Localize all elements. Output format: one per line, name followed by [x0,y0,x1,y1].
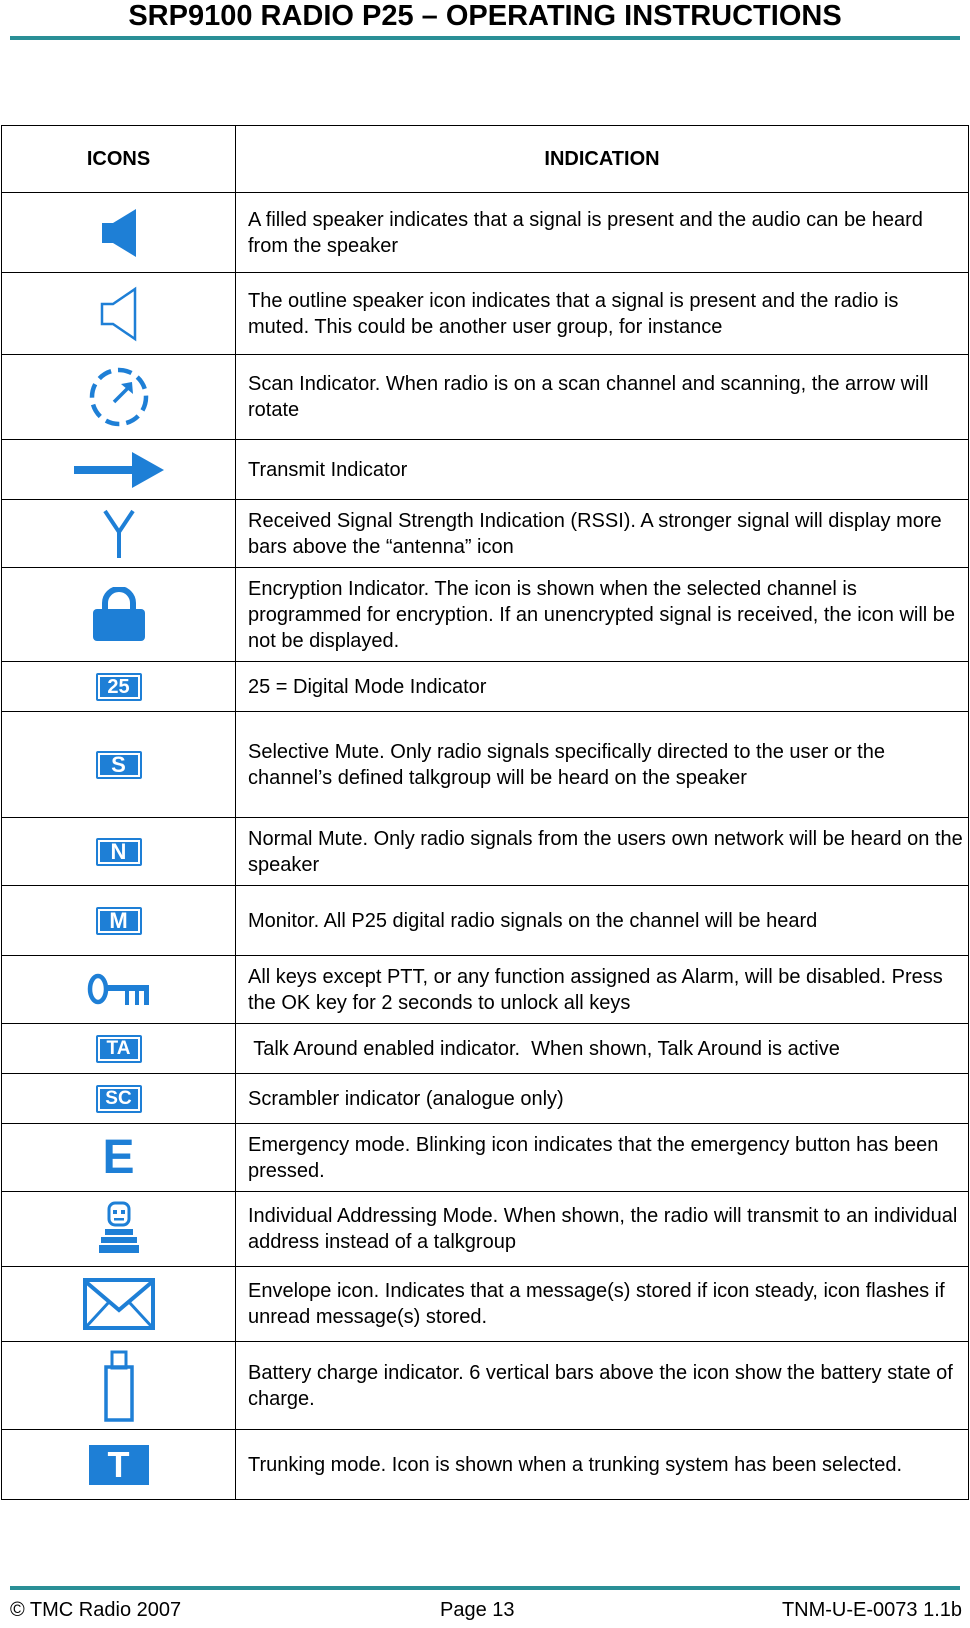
indication-text: All keys except PTT, or any function assigned as Alarm, will be disabled. Press the OK key for 2 seconds to unlock all keys [236,956,969,1024]
individual-address-icon [97,1201,141,1257]
talk-around-icon: TA [96,1035,142,1063]
table-row [2,193,969,273]
indication-text: Scan Indicator. When radio is on a scan channel and scanning, the arrow will rotate [236,355,969,440]
table-row [2,1074,969,1124]
monitor-icon: M [96,907,142,935]
indication-text: Emergency mode. Blinking icon indicates that the emergency button has been pressed. [236,1124,969,1192]
table-row [2,500,969,568]
indication-text: Selective Mute. Only radio signals specifically directed to the user or the channel’s defined talkgroup will be heard on the speaker [236,712,969,818]
indication-text: Talk Around enabled indicator. When shown, Talk Around is active [236,1024,969,1074]
icons-table [1,125,969,1500]
table-row [2,662,969,712]
filled-speaker-icon [99,207,139,259]
indication-text: Normal Mute. Only radio signals from the users own network will be heard on the speaker [236,818,969,886]
envelope-icon [83,1278,155,1330]
scan-icon [88,366,150,428]
key-icon [87,972,151,1008]
table-row [2,440,969,500]
page-title: SRP9100 RADIO P25 – OPERATING INSTRUCTIONS [128,0,842,32]
indication-text: Received Signal Strength Indication (RSSI). A stronger signal will display more bars above the “antenna” icon [236,500,969,568]
trunking-icon: T [89,1445,149,1485]
footer-rule [10,1586,960,1590]
transmit-arrow-icon [74,450,164,490]
selective-mute-icon: S [96,751,142,779]
indication-text: Individual Addressing Mode. When shown, the radio will transmit to an individual address instead of a talkgroup [236,1192,969,1267]
table-row [2,818,969,886]
table-row [2,273,969,355]
footer-page-number: Page 13 [440,1599,515,1621]
indication-text: Scrambler indicator (analogue only) [236,1074,969,1124]
indication-text: The outline speaker icon indicates that a signal is present and the radio is muted. This could be another user group, for instance [236,273,969,355]
antenna-icon [103,508,135,560]
table-row [2,1342,969,1430]
indication-text: Transmit Indicator [236,440,969,500]
digital-mode-25-icon: 25 [96,673,142,701]
footer-document-id: TNM-U-E-0073 1.1b [781,1599,962,1621]
table-row [2,1430,969,1500]
indication-text: Battery charge indicator. 6 vertical bars above the icon show the battery state of charge. [236,1342,969,1430]
normal-mute-icon: N [96,838,142,866]
table-row [2,568,969,662]
table-row [2,355,969,440]
table-row [2,1124,969,1192]
footer-copyright: © TMC Radio 2007 [10,1599,182,1621]
indication-text: A filled speaker indicates that a signal is present and the audio can be heard from the speaker [236,193,969,273]
scrambler-icon: SC [96,1085,142,1113]
emergency-icon: E [102,1130,135,1184]
table-row [2,712,969,818]
table-header-row [2,126,969,193]
icons-column-header: ICONS [2,126,236,193]
table-row [2,886,969,956]
indication-text: Encryption Indicator. The icon is shown when the selected channel is programmed for encryption. If an unencrypted signal is received, the icon will be not be displayed. [236,568,969,662]
lock-icon [91,587,147,643]
indication-column-header: INDICATION [236,126,969,193]
table-row [2,1192,969,1267]
battery-icon [104,1350,134,1422]
indication-text: Trunking mode. Icon is shown when a trunking system has been selected. [236,1430,969,1500]
indication-text: Monitor. All P25 digital radio signals on the channel will be heard [236,886,969,956]
table-row [2,1024,969,1074]
table-row [2,956,969,1024]
indication-text: 25 = Digital Mode Indicator [236,662,969,712]
header-rule [10,36,960,40]
indication-text: Envelope icon. Indicates that a message(s) stored if icon steady, icon flashes if unread message(s) stored. [236,1267,969,1342]
table-row [2,1267,969,1342]
outline-speaker-icon [99,286,139,342]
